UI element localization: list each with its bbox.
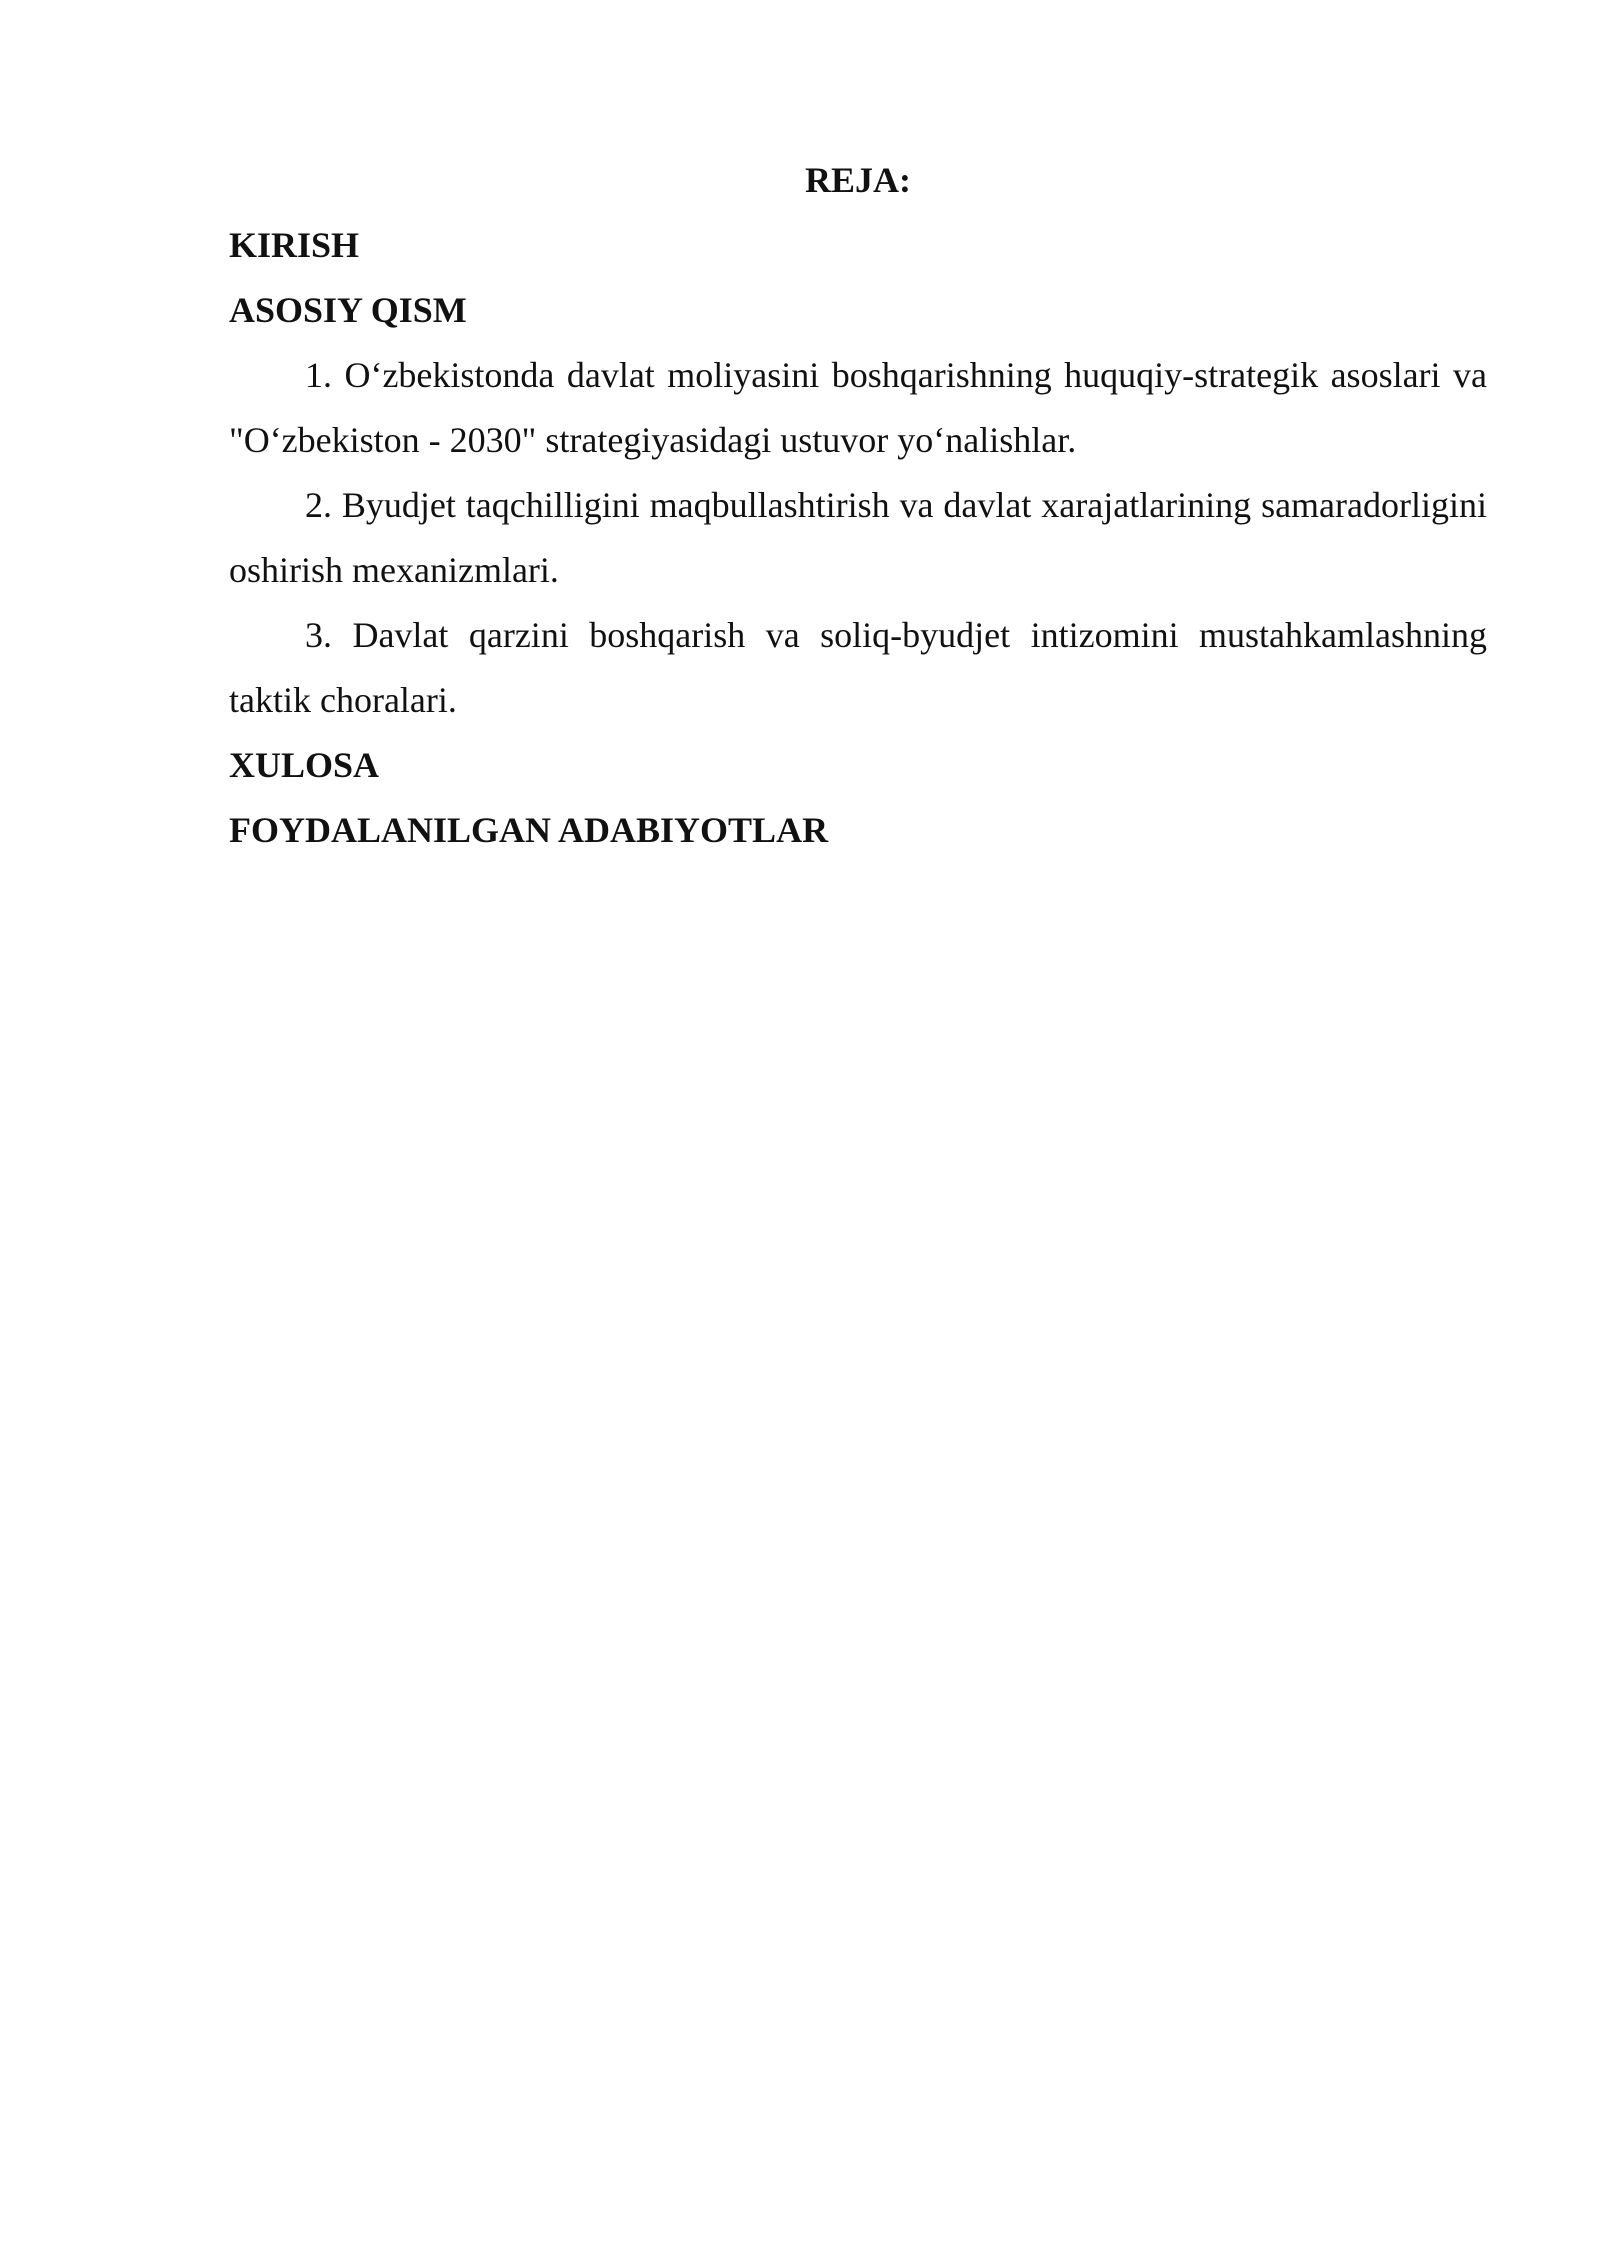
heading-intro: KIRISH — [229, 225, 360, 265]
plan-item-2: 2. Byudjet taqchilligini maqbullashtirish va davlat xarajatlarining samaradorligini oshirish mexanizmlari. — [229, 485, 1487, 590]
plan-item-1: 1. O‘zbekistonda davlat moliyasini boshqarishning huquqiy-strategik asoslari va "O‘zbekiston - 2030" strategiyasidagi ustuvor yo‘nalishlar. — [229, 355, 1487, 460]
plan-content — [229, 148, 1487, 863]
heading-references: FOYDALANILGAN ADABIYOTLAR — [229, 810, 829, 850]
heading-main-part: ASOSIY QISM — [229, 290, 467, 330]
heading-conclusion: XULOSA — [229, 745, 380, 785]
plan-item-3: 3. Davlat qarzini boshqarish va soliq-byudjet intizomini mustahkamlashning taktik choralari. — [229, 615, 1487, 720]
page-title: REJA: — [805, 160, 911, 200]
